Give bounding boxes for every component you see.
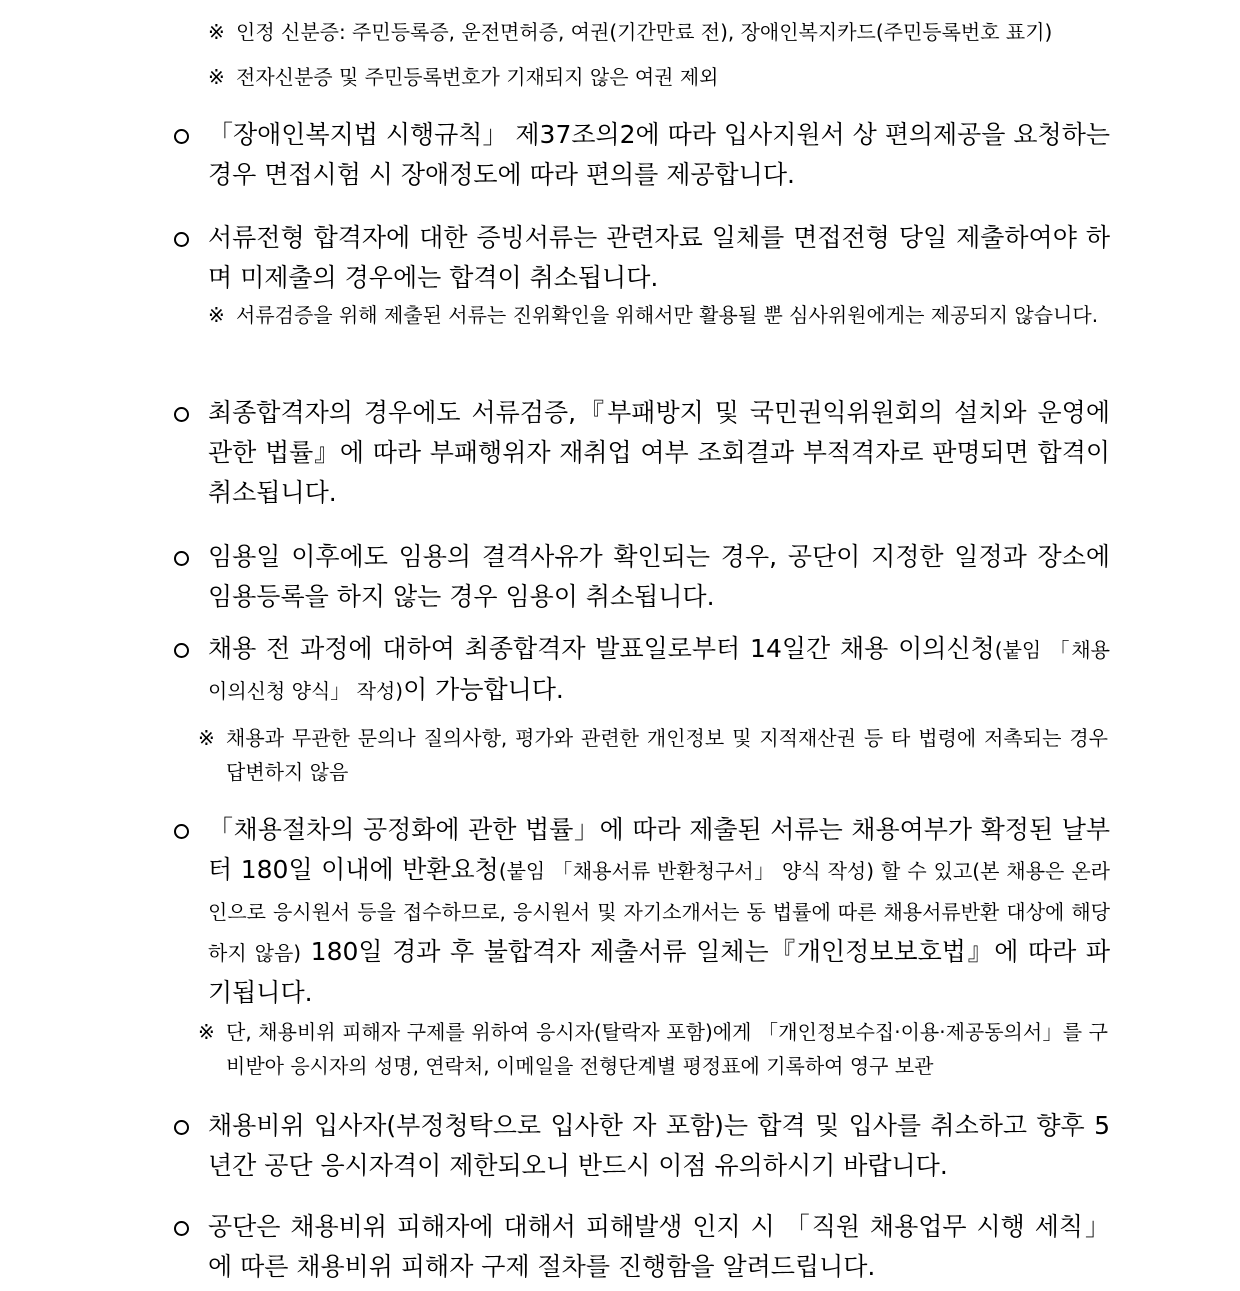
bullet-text-small: (붙임 「채용 이의신청 양식」 작성) xyxy=(208,638,1110,703)
circle-bullet-icon xyxy=(174,551,189,566)
bullet-text xyxy=(208,629,1110,711)
circle-bullet-icon xyxy=(174,1120,189,1135)
bullet-item xyxy=(172,1106,1110,1186)
note-mark: ※ xyxy=(208,303,225,327)
bullet-text: 「장애인복지법 시행규칙」 제37조의2에 따라 입사지원서 상 편의제공을 요청하는 경우 면접시험 시 장애정도에 따라 편의를 제공합니다. xyxy=(208,120,1110,189)
bullet-item xyxy=(172,115,1110,195)
note-mark: ※ xyxy=(198,726,215,750)
circle-bullet-icon xyxy=(174,824,189,839)
note-text: 전자신분증 및 주민등록번호가 기재되지 않은 여권 제외 xyxy=(236,65,719,89)
note-text: 인정 신분증: 주민등록증, 운전면허증, 여권(기간만료 전), 장애인복지카드(주민등록번호 표기) xyxy=(236,20,1053,44)
note-mark: ※ xyxy=(198,1020,215,1044)
bullet-text: 최종합격자의 경우에도 서류검증,『부패방지 및 국민권익위원회의 설치와 운영에 관한 법률』에 따라 부패행위자 재취업 여부 조회결과 부적격자로 판명되면 합격이 취소됩니다. xyxy=(208,398,1110,507)
bullet-note xyxy=(198,721,1108,789)
bullet-item xyxy=(172,218,1110,298)
bullet-text: 임용일 이후에도 임용의 결격사유가 확인되는 경우, 공단이 지정한 일정과 장소에 임용등록을 하지 않는 경우 임용이 취소됩니다. xyxy=(208,542,1110,611)
note-mark: ※ xyxy=(208,65,225,89)
circle-bullet-icon xyxy=(174,407,189,422)
bullet-item xyxy=(172,537,1110,617)
bullet-note xyxy=(198,1015,1108,1083)
note-text: 서류검증을 위해 제출된 서류는 진위확인을 위해서만 활용될 뿐 심사위원에게는 제공되지 않습니다. xyxy=(236,303,1099,327)
top-note xyxy=(208,60,1108,94)
bullet-item xyxy=(172,629,1110,711)
bullet-note xyxy=(208,298,1108,332)
bullet-item xyxy=(172,393,1110,513)
bullet-text-main: 「채용절차의 공정화에 관한 법률」에 따라 제출된 서류는 채용여부가 확정된 날부터 180일 이내에 반환요청 xyxy=(208,815,1110,884)
circle-bullet-icon xyxy=(174,643,189,658)
bullet-item xyxy=(172,1207,1110,1287)
bullet-text-end: 이 가능합니다. xyxy=(403,675,564,704)
note-text: 채용과 무관한 문의나 질의사항, 평가와 관련한 개인정보 및 지적재산권 등 타 법령에 저촉되는 경우 답변하지 않음 xyxy=(226,726,1108,784)
bullet-text-main: 채용 전 과정에 대하여 최종합격자 발표일로부터 14일간 채용 이의신청 xyxy=(208,634,995,663)
note-text: 단, 채용비위 피해자 구제를 위하여 응시자(탈락자 포함)에게 「개인정보수집·이용·제공동의서」를 구비받아 응시자의 성명, 연락처, 이메일을 전형단계별 평정표에 기록하여 영구 보관 xyxy=(226,1020,1108,1078)
note-mark: ※ xyxy=(208,20,225,44)
bullet-text: 공단은 채용비위 피해자에 대해서 피해발생 인지 시 「직원 채용업무 시행 세칙」에 따른 채용비위 피해자 구제 절차를 진행함을 알려드립니다. xyxy=(208,1212,1110,1281)
bullet-text: 서류전형 합격자에 대한 증빙서류는 관련자료 일체를 면접전형 당일 제출하여야 하며 미제출의 경우에는 합격이 취소됩니다. xyxy=(208,223,1110,292)
bullet-text-end: 180일 경과 후 불합격자 제출서류 일체는『개인정보보호법』에 따라 파기됩니다. xyxy=(208,937,1110,1007)
circle-bullet-icon xyxy=(174,129,189,144)
circle-bullet-icon xyxy=(174,232,189,247)
bullet-text: 채용비위 입사자(부정청탁으로 입사한 자 포함)는 합격 및 입사를 취소하고 향후 5년간 공단 응시자격이 제한되오니 반드시 이점 유의하시기 바랍니다. xyxy=(208,1111,1110,1180)
bullet-text-small: (붙임 「채용서류 반환청구서」 양식 작성) 할 수 있고(본 채용은 온라인으로 응시원서 등을 접수하므로, 응시원서 및 자기소개서는 동 법률에 따른 채용서류반환 대상에 해당하지 않음) xyxy=(208,859,1110,965)
circle-bullet-icon xyxy=(174,1221,189,1236)
bullet-text xyxy=(208,810,1110,1013)
bullet-item xyxy=(172,810,1110,1013)
top-note xyxy=(208,15,1108,49)
